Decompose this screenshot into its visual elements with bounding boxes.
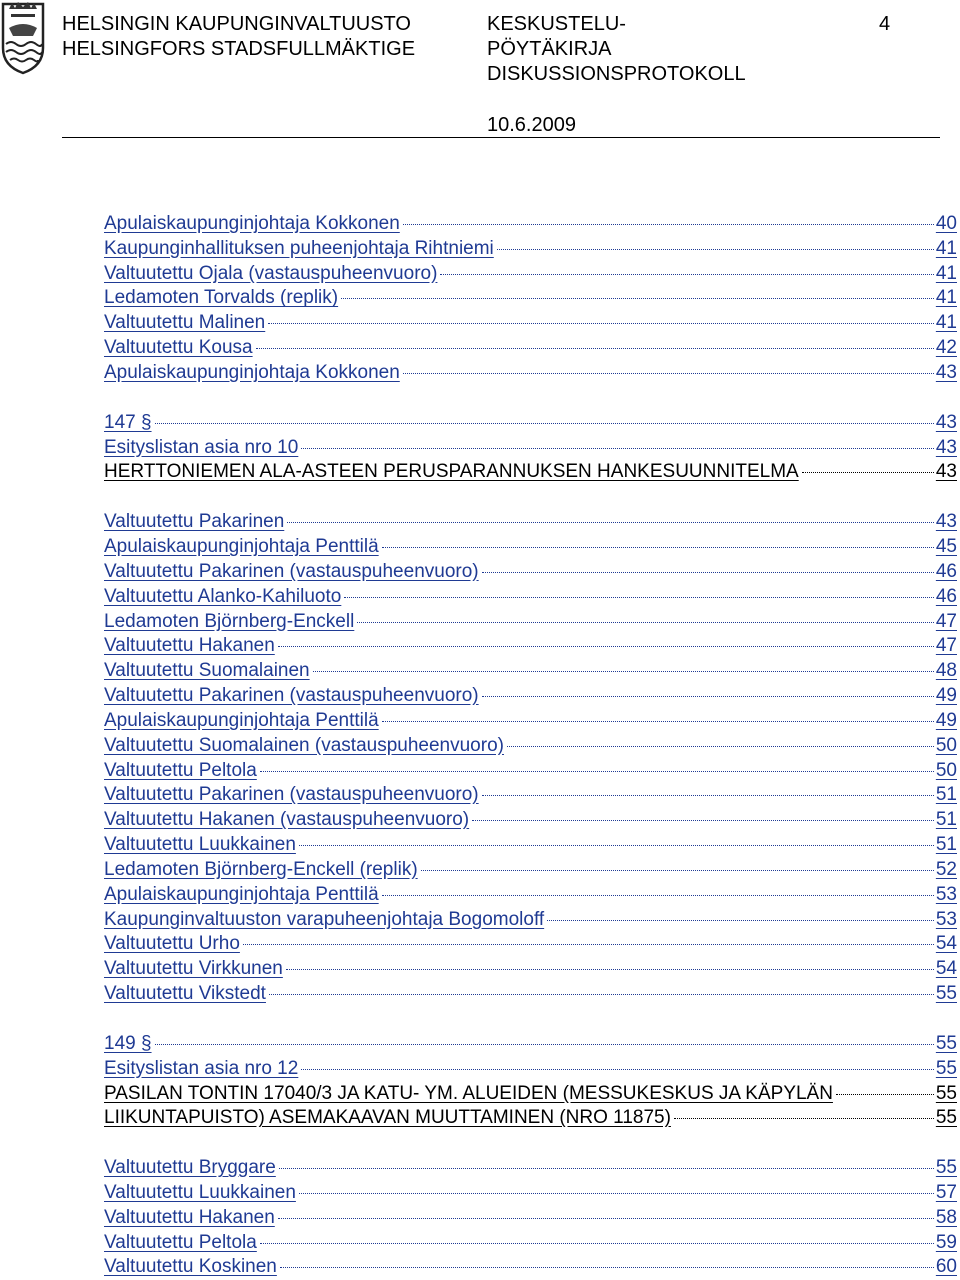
toc-entry-title: Valtuutettu Ojala (vastauspuheenvuoro): [104, 262, 438, 284]
toc-dot-leader: [403, 373, 934, 374]
toc-entry-link[interactable]: [104, 759, 957, 784]
toc-entry-page-number: 46: [935, 560, 957, 582]
toc-entry-page-number: 60: [935, 1256, 957, 1278]
toc-dot-leader: [341, 298, 934, 299]
toc-dot-leader: [278, 646, 934, 647]
page-number: 4: [879, 13, 891, 35]
toc-entry-link[interactable]: [104, 808, 957, 833]
toc-entry-title: Apulaiskaupunginjohtaja Penttilä: [104, 536, 379, 558]
toc-entry-page-number: 59: [935, 1231, 957, 1253]
toc-dot-leader: [482, 795, 934, 796]
toc-dot-leader: [482, 696, 934, 697]
toc-entry-title: Valtuutettu Malinen: [104, 312, 266, 334]
toc-entry-page-number: 51: [935, 784, 957, 806]
toc-entry-title: Valtuutettu Peltola: [104, 1231, 257, 1253]
toc-entry-title: Valtuutettu Bryggare: [104, 1157, 276, 1179]
toc-dot-leader: [382, 547, 934, 548]
toc-entry-page-number: 55: [935, 1082, 957, 1104]
toc-entry-page-number: 53: [935, 883, 957, 905]
toc-entry-page-number: 55: [935, 1157, 957, 1179]
toc-entry-title: Valtuutettu Hakanen: [104, 1206, 275, 1228]
toc-entry-page-number: 54: [935, 958, 957, 980]
toc-entry-link[interactable]: [104, 1082, 957, 1107]
toc-entry-link[interactable]: [104, 659, 957, 684]
toc-entry-link[interactable]: [104, 1156, 957, 1181]
toc-entry-title: Valtuutettu Kousa: [104, 337, 253, 359]
document-date: 10.6.2009: [487, 114, 576, 136]
toc-entry-link[interactable]: [104, 610, 957, 635]
page-header: [0, 0, 960, 140]
toc-entry-title: Apulaiskaupunginjohtaja Penttilä: [104, 883, 379, 905]
toc-entry-link[interactable]: [104, 1206, 957, 1231]
toc-entry-link[interactable]: [104, 709, 957, 734]
toc-entry-title: HERTTONIEMEN ALA-ASTEEN PERUSPARANNUKSEN HANKESUUNNITELMA: [104, 461, 799, 483]
toc-entry-link[interactable]: [104, 684, 957, 709]
toc-entry-title: PASILAN TONTIN 17040/3 JA KATU- YM. ALUEIDEN (MESSUKESKUS JA KÄPYLÄN: [104, 1082, 833, 1104]
toc-entry-link[interactable]: [104, 361, 957, 386]
toc-entry-page-number: 46: [935, 585, 957, 607]
toc-group-entries: [104, 510, 957, 1007]
toc-entry-link[interactable]: [104, 460, 957, 485]
toc-entry-page-number: 57: [935, 1181, 957, 1203]
toc-entry-title: Valtuutettu Pakarinen (vastauspuheenvuoro): [104, 685, 479, 707]
toc-entry-page-number: 47: [935, 635, 957, 657]
toc-entry-link[interactable]: [104, 585, 957, 610]
toc-entry-title: Apulaiskaupunginjohtaja Kokkonen: [104, 361, 400, 383]
toc-group: [104, 1032, 957, 1131]
toc-dot-leader: [357, 622, 934, 623]
organization-name: [62, 12, 415, 62]
toc-dot-leader: [674, 1118, 934, 1119]
toc-dot-leader: [260, 771, 934, 772]
toc-entry-title: Valtuutettu Luukkainen: [104, 1181, 296, 1203]
toc-entry-title: Kaupunginvaltuuston varapuheenjohtaja Bogomoloff: [104, 908, 545, 930]
toc-dot-leader: [269, 994, 934, 995]
toc-entry-link[interactable]: [104, 858, 957, 883]
toc-dot-leader: [344, 597, 934, 598]
toc-dot-leader: [256, 348, 934, 349]
document-type: [487, 12, 746, 87]
toc-entry-link[interactable]: [104, 957, 957, 982]
toc-group: [104, 510, 957, 1007]
toc-entry-page-number: 41: [935, 312, 957, 334]
toc-entry-page-number: 47: [935, 610, 957, 632]
toc-dot-leader: [802, 472, 934, 473]
toc-entry-page-number: 58: [935, 1206, 957, 1228]
toc-entry-link[interactable]: [104, 734, 957, 759]
toc-dot-leader: [299, 1193, 934, 1194]
toc-entry-page-number: 40: [935, 213, 957, 234]
toc-dot-leader: [421, 870, 934, 871]
toc-entry-link[interactable]: [104, 634, 957, 659]
toc-group-entries: [104, 212, 957, 386]
toc-entry-link[interactable]: [104, 336, 957, 361]
toc-dot-leader: [243, 944, 934, 945]
toc-entry-page-number: 55: [935, 983, 957, 1005]
toc-entry-title: Valtuutettu Luukkainen: [104, 834, 296, 856]
toc-entry-page-number: 55: [935, 1107, 957, 1129]
toc-group: [104, 411, 957, 485]
toc-entry-title: Valtuutettu Koskinen: [104, 1256, 277, 1278]
toc-entry-page-number: 51: [935, 834, 957, 856]
toc-entry-title: Valtuutettu Suomalainen: [104, 660, 310, 682]
toc-dot-leader: [286, 969, 934, 970]
toc-entry-link[interactable]: [104, 1181, 957, 1206]
toc-entry-page-number: 50: [935, 759, 957, 781]
toc-entry-link[interactable]: [104, 436, 957, 461]
toc-group-entries: [104, 1032, 957, 1131]
toc-entry-page-number: 42: [935, 337, 957, 359]
toc-entry-title: Apulaiskaupunginjohtaja Penttilä: [104, 709, 379, 731]
toc-entry-title: Kaupunginhallituksen puheenjohtaja Rihtniemi: [104, 237, 494, 259]
toc-entry-title: Ledamoten Björnberg-Enckell: [104, 610, 355, 632]
document-type-line-1: KESKUSTELU-: [487, 13, 626, 35]
toc-entry-link[interactable]: [104, 411, 957, 436]
toc-entry-title: Valtuutettu Pakarinen (vastauspuheenvuoro): [104, 784, 479, 806]
toc-entry-link[interactable]: [104, 932, 957, 957]
toc-dot-leader: [280, 1267, 934, 1268]
toc-entry-link[interactable]: [104, 311, 957, 336]
toc-entry-page-number: 53: [935, 908, 957, 930]
toc-entry-page-number: 43: [935, 436, 957, 458]
toc-entry-link[interactable]: [104, 883, 957, 908]
toc-entry-title: Valtuutettu Vikstedt: [104, 983, 266, 1005]
toc-dot-leader: [299, 845, 934, 846]
toc-entry-page-number: 52: [935, 858, 957, 880]
toc-entry-title: Apulaiskaupunginjohtaja Kokkonen: [104, 213, 400, 234]
toc-entry-page-number: 49: [935, 685, 957, 707]
toc-entry-link[interactable]: [104, 535, 957, 560]
toc-entry-link[interactable]: [104, 1057, 957, 1082]
toc-dot-leader: [482, 572, 934, 573]
toc-entry-title: Valtuutettu Peltola: [104, 759, 257, 781]
organization-name-sv: HELSINGFORS STADSFULLMÄKTIGE: [62, 38, 416, 60]
header-divider: [62, 137, 940, 138]
toc-entry-link[interactable]: [104, 833, 957, 858]
toc-group: [104, 212, 957, 386]
toc-entry-link[interactable]: [104, 510, 957, 535]
toc-entry-title: LIIKUNTAPUISTO) ASEMAKAAVAN MUUTTAMINEN (NRO 11875): [104, 1107, 671, 1129]
toc-entry-title: Valtuutettu Pakarinen: [104, 511, 285, 533]
toc-group: [104, 1156, 957, 1280]
toc-entry-page-number: 41: [935, 262, 957, 284]
toc-entry-title: Valtuutettu Alanko-Kahiluoto: [104, 585, 342, 607]
toc-entry-link[interactable]: [104, 212, 957, 237]
toc-entry-link[interactable]: [104, 908, 957, 933]
toc-entry-page-number: 43: [935, 511, 957, 533]
organization-name-fi: HELSINGIN KAUPUNGINVALTUUSTO: [62, 13, 411, 35]
toc-entry-page-number: 45: [935, 536, 957, 558]
toc-entry-title: Ledamoten Björnberg-Enckell (replik): [104, 858, 418, 880]
toc-entry-page-number: 41: [935, 237, 957, 259]
helsinki-crest-icon: [0, 0, 46, 76]
toc-dot-leader: [472, 820, 934, 821]
toc-group-entries: [104, 1156, 957, 1280]
toc-entry-link[interactable]: [104, 560, 957, 585]
toc-entry-link[interactable]: [104, 783, 957, 808]
table-of-contents: [104, 212, 957, 1280]
toc-dot-leader: [497, 249, 934, 250]
toc-entry-page-number: 50: [935, 734, 957, 756]
toc-entry-page-number: 43: [935, 361, 957, 383]
toc-entry-title: 149 §: [104, 1032, 152, 1054]
toc-entry-link[interactable]: [104, 1231, 957, 1256]
toc-dot-leader: [301, 1069, 934, 1070]
toc-entry-page-number: 54: [935, 933, 957, 955]
toc-dot-leader: [278, 1218, 934, 1219]
toc-entry-page-number: 48: [935, 660, 957, 682]
toc-entry-page-number: 51: [935, 809, 957, 831]
toc-entry-link[interactable]: [104, 262, 957, 287]
toc-entry-title: Ledamoten Torvalds (replik): [104, 287, 339, 309]
toc-dot-leader: [547, 920, 934, 921]
toc-entry-title: Esityslistan asia nro 12: [104, 1057, 299, 1079]
toc-entry-title: Valtuutettu Urho: [104, 933, 240, 955]
toc-dot-leader: [836, 1094, 934, 1095]
toc-group-entries: [104, 411, 957, 485]
toc-dot-leader: [403, 224, 934, 225]
toc-entry-title: Valtuutettu Hakanen: [104, 635, 275, 657]
toc-entry-page-number: 55: [935, 1032, 957, 1054]
toc-entry-title: Valtuutettu Virkkunen: [104, 958, 283, 980]
toc-entry-page-number: 49: [935, 709, 957, 731]
toc-entry-link[interactable]: [104, 1255, 957, 1280]
toc-entry-page-number: 41: [935, 287, 957, 309]
toc-entry-title: Valtuutettu Suomalainen (vastauspuheenvuoro): [104, 734, 504, 756]
toc-dot-leader: [155, 1044, 934, 1045]
toc-dot-leader: [279, 1168, 934, 1169]
toc-entry-title: 147 §: [104, 411, 152, 433]
toc-entry-link[interactable]: [104, 286, 957, 311]
toc-entry-title: Valtuutettu Pakarinen (vastauspuheenvuoro): [104, 560, 479, 582]
toc-entry-link[interactable]: [104, 1032, 957, 1057]
toc-entry-link[interactable]: [104, 982, 957, 1007]
toc-entry-title: Esityslistan asia nro 10: [104, 436, 299, 458]
toc-dot-leader: [155, 423, 934, 424]
toc-entry-page-number: 43: [935, 411, 957, 433]
toc-dot-leader: [440, 274, 933, 275]
toc-entry-page-number: 55: [935, 1057, 957, 1079]
toc-dot-leader: [260, 1243, 934, 1244]
document-type-line-3: DISKUSSIONSPROTOKOLL: [487, 63, 746, 85]
toc-dot-leader: [287, 522, 934, 523]
document-type-line-2: PÖYTÄKIRJA: [487, 38, 612, 60]
toc-dot-leader: [382, 721, 934, 722]
toc-dot-leader: [507, 746, 934, 747]
toc-dot-leader: [301, 448, 934, 449]
toc-entry-title: Valtuutettu Hakanen (vastauspuheenvuoro): [104, 809, 470, 831]
toc-entry-page-number: 43: [935, 461, 957, 483]
toc-dot-leader: [268, 323, 934, 324]
toc-dot-leader: [382, 895, 934, 896]
toc-entry-link[interactable]: [104, 237, 957, 262]
toc-entry-link[interactable]: [104, 1106, 957, 1131]
toc-dot-leader: [313, 671, 934, 672]
